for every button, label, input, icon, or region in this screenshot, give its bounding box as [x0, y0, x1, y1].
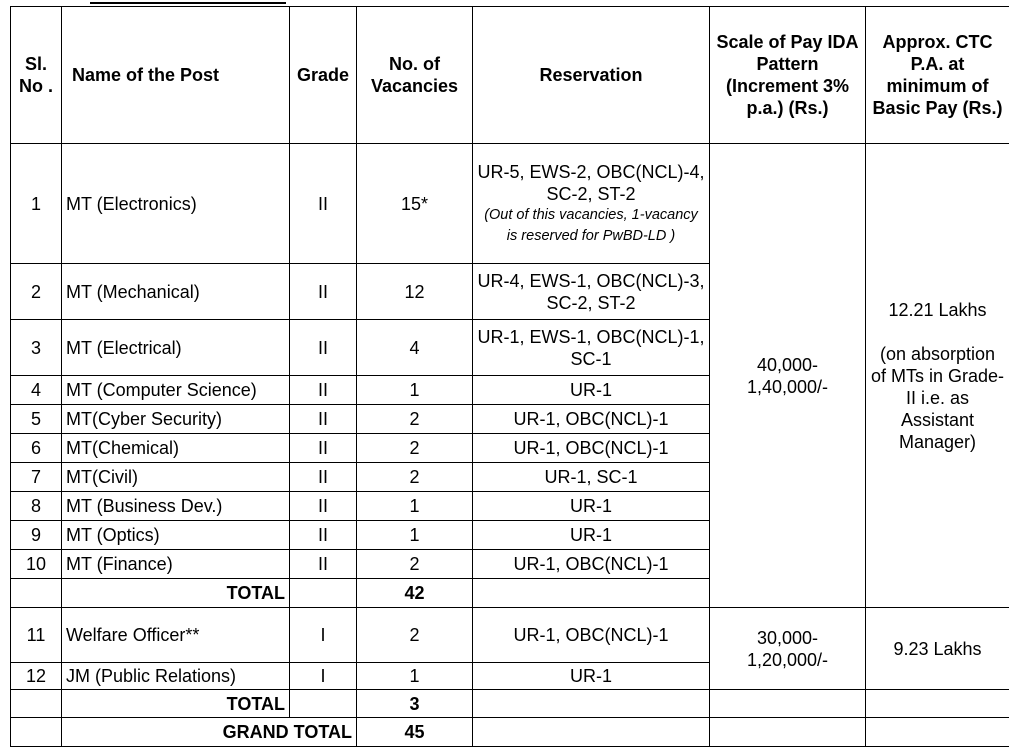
ctc-value: 12.21 Lakhs — [888, 299, 987, 320]
cell-reservation: UR-4, EWS-1, OBC(NCL)-3, SC-2, ST-2 — [473, 264, 710, 320]
header-scale-of-pay: Scale of Pay IDA Pattern (Increment 3% p.a.) (Rs.) — [710, 7, 866, 144]
cell-grade: II — [290, 434, 357, 463]
grand-total-row — [11, 718, 1009, 747]
cell-reservation: UR-1, OBC(NCL)-1 — [473, 405, 710, 434]
cell-scale-of-pay-group1 — [710, 144, 866, 608]
subtotal-row — [11, 690, 1009, 718]
cell-vacancies: 2 — [357, 550, 473, 579]
cell-reservation: UR-1 — [473, 492, 710, 521]
cell-grade: I — [290, 663, 357, 690]
cell-post: MT (Electronics) — [62, 144, 290, 264]
cell-sl: 4 — [11, 376, 62, 405]
reservation-note: (Out of this vacancies, 1-vacancy is reserved for PwBD-LD ) — [484, 206, 698, 244]
empty-cell — [11, 718, 62, 747]
cell-post: JM (Public Relations) — [62, 663, 290, 690]
cell-post: Welfare Officer** — [62, 608, 290, 663]
empty-cell — [11, 690, 62, 718]
reservation-text: UR-5, EWS-2, OBC(NCL)-4, SC-2, ST-2 — [477, 161, 705, 204]
cell-grade: II — [290, 492, 357, 521]
cell-vacancies: 1 — [357, 663, 473, 690]
cell-post: MT (Optics) — [62, 521, 290, 550]
cell-vacancies: 12 — [357, 264, 473, 320]
pay-scale-text: 40,000- 1,40,000/- — [746, 354, 829, 397]
cell-sl: 11 — [11, 608, 62, 663]
cell-sl: 7 — [11, 463, 62, 492]
cell-reservation: UR-1, OBC(NCL)-1 — [473, 550, 710, 579]
empty-cell — [290, 690, 357, 718]
empty-cell — [866, 690, 1009, 718]
cell-ctc-group1 — [866, 144, 1009, 608]
cell-reservation: UR-1, OBC(NCL)-1 — [473, 434, 710, 463]
header-vacancies: No. of Vacancies — [357, 7, 473, 144]
empty-cell — [11, 579, 62, 608]
cell-sl: 12 — [11, 663, 62, 690]
cell-reservation: UR-1 — [473, 663, 710, 690]
cell-grade: II — [290, 144, 357, 264]
heading-underline — [90, 2, 286, 4]
header-reservation: Reservation — [473, 7, 710, 144]
cell-post: MT(Cyber Security) — [62, 405, 290, 434]
ctc-note: (on absorption of MTs in Grade-II i.e. as Assistant Manager) — [870, 343, 1005, 452]
cell-post: MT(Civil) — [62, 463, 290, 492]
cell-vacancies: 15* — [357, 144, 473, 264]
cell-grade: II — [290, 521, 357, 550]
cell-grade: II — [290, 405, 357, 434]
cell-post: MT (Finance) — [62, 550, 290, 579]
cell-grade: II — [290, 550, 357, 579]
cell-vacancies: 2 — [357, 463, 473, 492]
cell-grade: II — [290, 320, 357, 376]
cell-post: MT(Chemical) — [62, 434, 290, 463]
cell-vacancies: 1 — [357, 521, 473, 550]
empty-cell — [290, 579, 357, 608]
cell-sl: 6 — [11, 434, 62, 463]
cell-reservation: UR-1 — [473, 521, 710, 550]
cell-grade: II — [290, 463, 357, 492]
cell-reservation: UR-1, EWS-1, OBC(NCL)-1, SC-1 — [473, 320, 710, 376]
empty-cell — [473, 690, 710, 718]
cell-sl: 8 — [11, 492, 62, 521]
cell-post: MT (Business Dev.) — [62, 492, 290, 521]
cell-post: MT (Computer Science) — [62, 376, 290, 405]
empty-cell — [866, 718, 1009, 747]
table-row — [11, 144, 1009, 264]
cell-reservation — [473, 144, 710, 264]
cell-vacancies: 1 — [357, 376, 473, 405]
grand-total-value: 45 — [357, 718, 473, 747]
header-ctc: Approx. CTC P.A. at minimum of Basic Pay (Rs.) — [866, 7, 1009, 144]
cell-reservation: UR-1 — [473, 376, 710, 405]
cell-sl: 10 — [11, 550, 62, 579]
cell-vacancies: 2 — [357, 405, 473, 434]
header-row — [11, 7, 1009, 144]
cell-vacancies: 2 — [357, 608, 473, 663]
vacancy-table — [10, 6, 1009, 747]
cell-sl: 2 — [11, 264, 62, 320]
cell-scale-of-pay-group2: 30,000- 1,20,000/- — [710, 608, 866, 690]
cell-post: MT (Mechanical) — [62, 264, 290, 320]
cell-vacancies: 4 — [357, 320, 473, 376]
subtotal-value: 42 — [357, 579, 473, 608]
grand-total-label: GRAND TOTAL — [62, 718, 357, 747]
cell-sl: 3 — [11, 320, 62, 376]
subtotal-value: 3 — [357, 690, 473, 718]
cell-reservation: UR-1, SC-1 — [473, 463, 710, 492]
empty-cell — [710, 690, 866, 718]
empty-cell — [473, 718, 710, 747]
subtotal-label: TOTAL — [62, 690, 290, 718]
cell-sl: 5 — [11, 405, 62, 434]
header-grade: Grade — [290, 7, 357, 144]
cell-vacancies: 2 — [357, 434, 473, 463]
cell-grade: I — [290, 608, 357, 663]
cell-ctc-group2: 9.23 Lakhs — [866, 608, 1009, 690]
empty-cell — [710, 718, 866, 747]
cell-grade: II — [290, 264, 357, 320]
header-post: Name of the Post — [62, 7, 290, 144]
cell-vacancies: 1 — [357, 492, 473, 521]
cell-sl: 9 — [11, 521, 62, 550]
cell-post: MT (Electrical) — [62, 320, 290, 376]
table-row — [11, 608, 1009, 663]
cell-grade: II — [290, 376, 357, 405]
cell-reservation: UR-1, OBC(NCL)-1 — [473, 608, 710, 663]
header-sl-no: Sl. No . — [11, 7, 62, 144]
empty-cell — [473, 579, 710, 608]
cell-sl: 1 — [11, 144, 62, 264]
subtotal-label: TOTAL — [62, 579, 290, 608]
